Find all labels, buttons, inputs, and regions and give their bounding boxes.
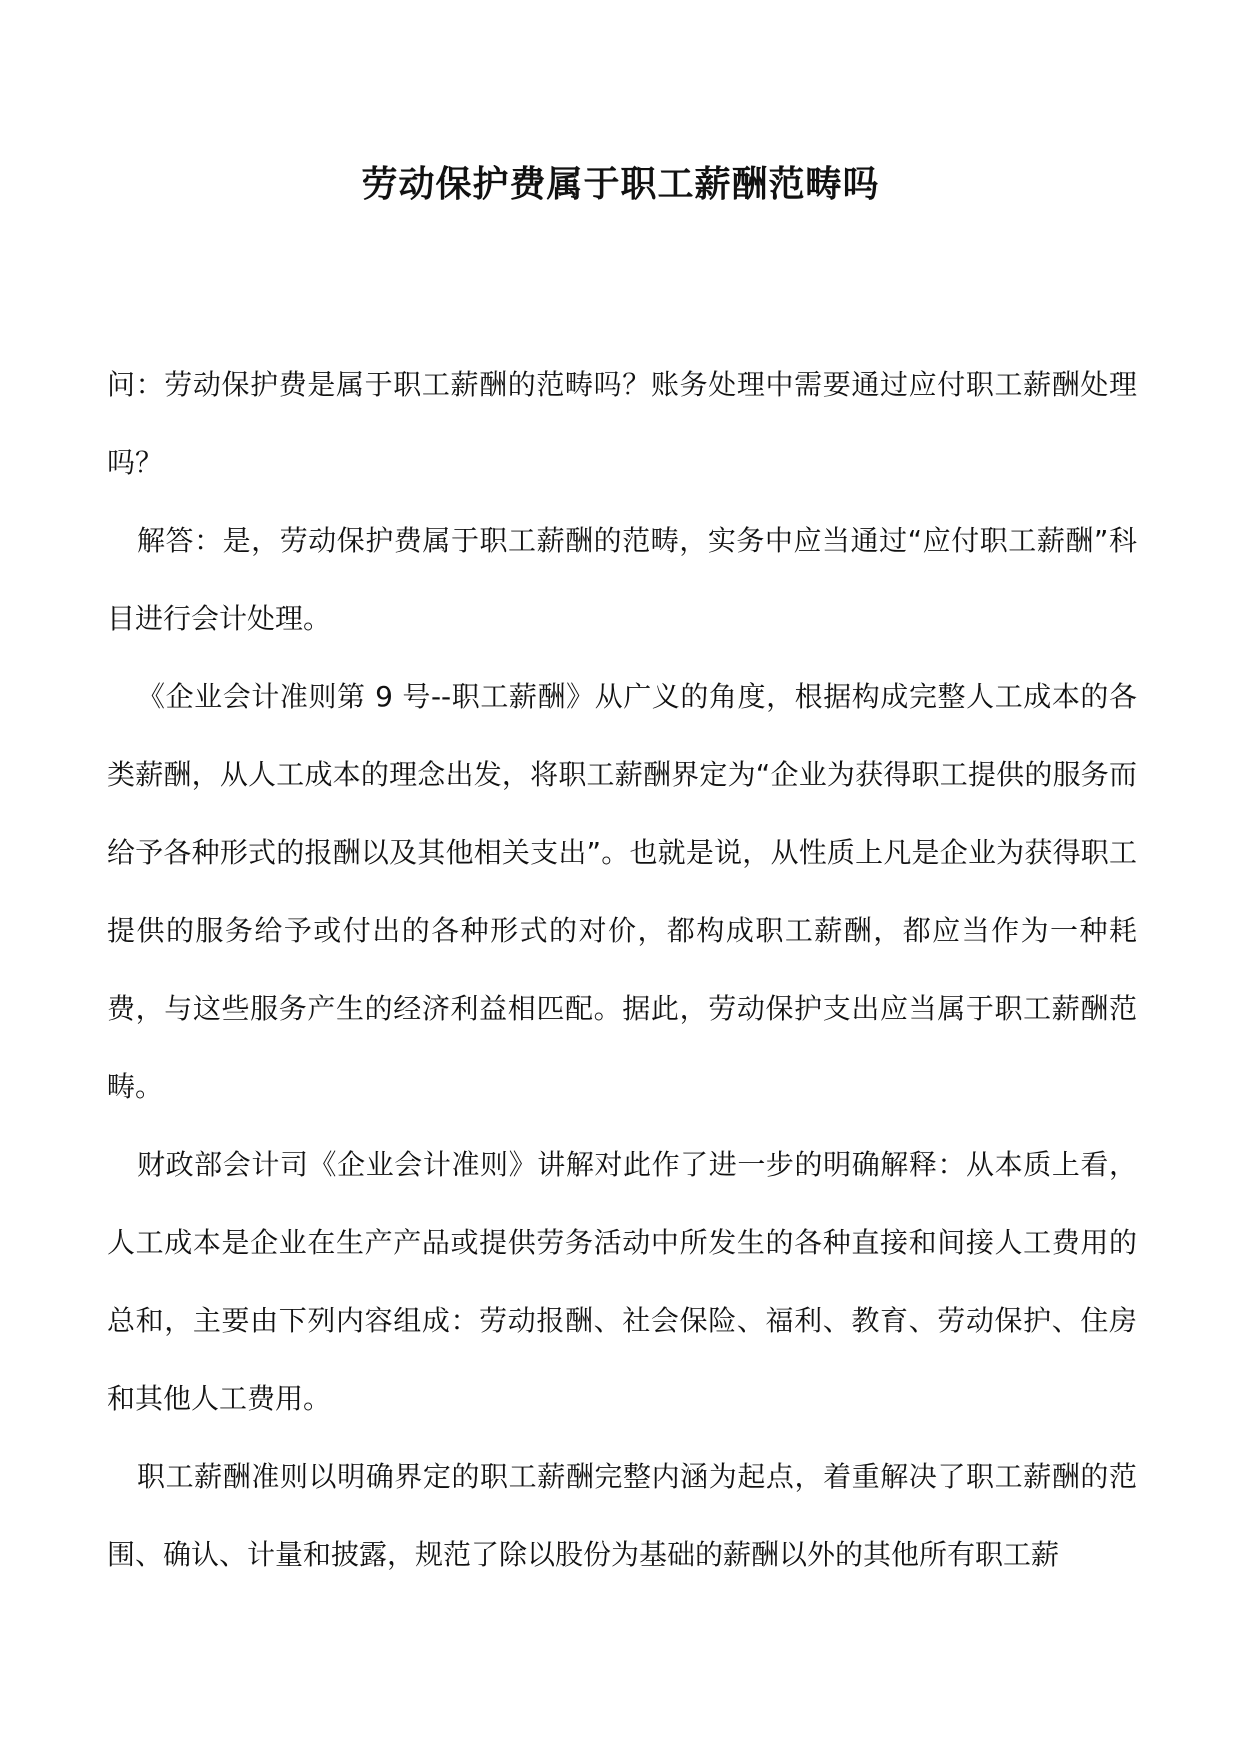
paragraph-standard-scope: 职工薪酬准则以明确界定的职工薪酬完整内涵为起点，着重解决了职工薪酬的范围、确认、计量和披露，规范了除以股份为基础的薪酬以外的其他所有职工薪 [107, 1460, 1137, 1571]
paragraph-standard-definition: 《企业会计准则第 9 号--职工薪酬》从广义的角度，根据构成完整人工成本的各类薪酬，从人工成本的理念出发，将职工薪酬界定为“企业为获得职工提供的服务而给予各种形式的报酬以及其他相关支出”。也就是说，从性质上凡是企业为获得职工提供的服务给予或付出的各种形式的对价，都构成职工薪酬，都应当作为一种耗费，与这些服务产生的经济利益相匹配。据此，劳动保护支出应当属于职工薪酬范畴。 [107, 680, 1137, 1103]
document-body [107, 346, 1137, 1594]
document-title: 劳动保护费属于职工薪酬范畴吗 [361, 163, 880, 205]
paragraph-question: 问：劳动保护费是属于职工薪酬的范畴吗？账务处理中需要通过应付职工薪酬处理吗？ [107, 368, 1137, 479]
paragraph-answer: 解答：是，劳动保护费属于职工薪酬的范畴，实务中应当通过“应付职工薪酬”科目进行会计处理。 [107, 524, 1137, 635]
paragraph-ministry-explanation: 财政部会计司《企业会计准则》讲解对此作了进一步的明确解释：从本质上看，人工成本是企业在生产产品或提供劳务活动中所发生的各种直接和间接人工费用的总和，主要由下列内容组成：劳动报酬、社会保险、福利、教育、劳动保护、住房和其他人工费用。 [107, 1148, 1137, 1415]
